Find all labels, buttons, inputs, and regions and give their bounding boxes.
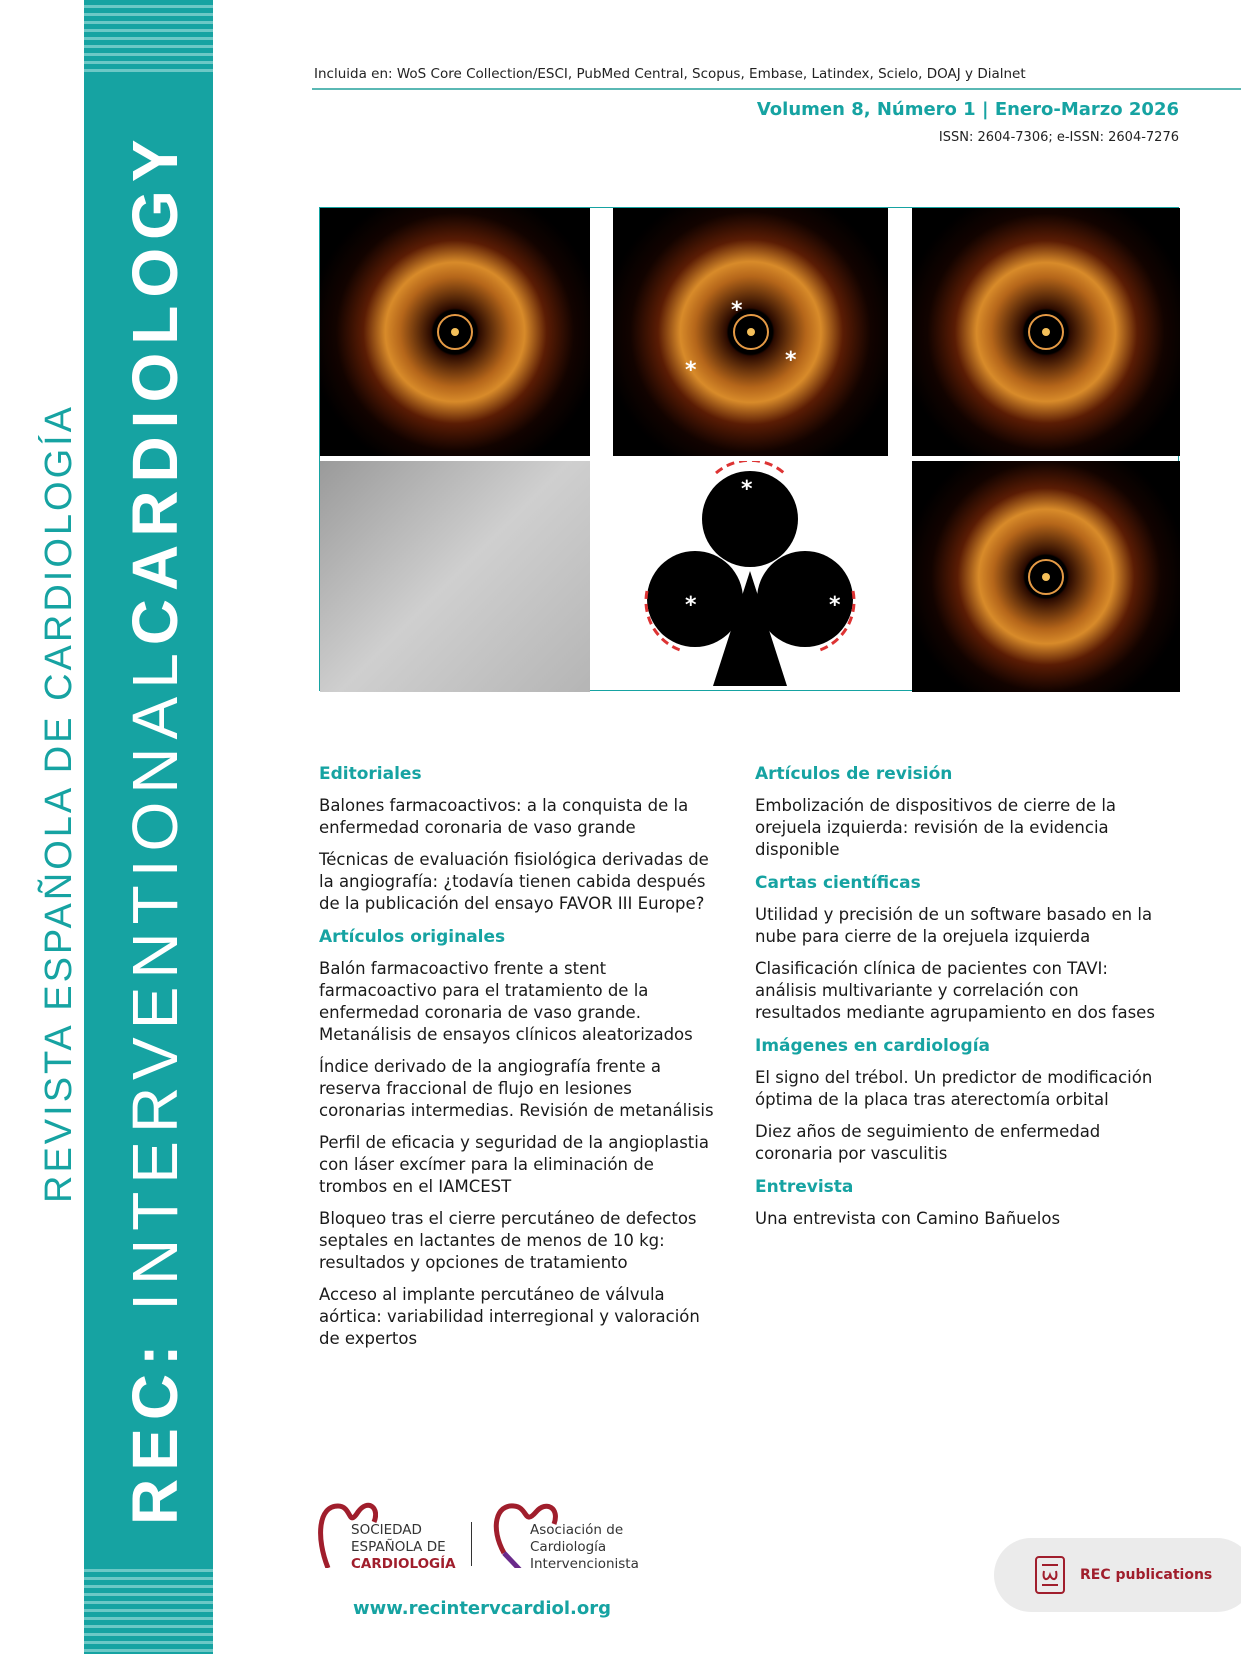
oct-panel-2: * * * <box>613 208 888 456</box>
rec-publications-badge[interactable] <box>994 1538 1241 1612</box>
section-heading: Cartas científicas <box>755 873 921 893</box>
section-heading: Entrevista <box>755 1177 854 1197</box>
indexing-note: Incluida en: WoS Core Collection/ESCI, PubMed Central, Scopus, Embase, Latindex, Scielo, DOAJ y Dialnet <box>314 66 1026 82</box>
journal-title <box>118 131 192 1525</box>
title-bold: CARDIOLOGY <box>119 131 191 646</box>
title-prefix: REC: <box>119 1336 191 1525</box>
publisher-label: REC publications <box>1080 1567 1213 1583</box>
section-heading: Artículos originales <box>319 927 506 947</box>
sec-line-1: SOCIEDAD <box>351 1522 422 1538</box>
issn: ISSN: 2604-7306; e-ISSN: 2604-7276 <box>938 130 1179 145</box>
volume-issue: Volumen 8, Número 1 | Enero-Marzo 2026 <box>756 99 1179 120</box>
oct-panel-4 <box>912 461 1180 692</box>
article-title[interactable]: Bloqueo tras el cierre percutáneo de defectos septales en lactantes de menos de 10 kg: resultados y opciones de tratamiento <box>319 1209 697 1272</box>
article-title[interactable]: Índice derivado de la angiografía frente a reserva fraccional de flujo en lesiones coronarias intermedias. Revisión de metanálisis <box>319 1057 714 1120</box>
acci-line-3: Intervencionista <box>530 1556 639 1572</box>
angiography-panel <box>320 461 590 692</box>
article-title[interactable]: Perfil de eficacia y seguridad de la angioplastia con láser excímer para la eliminación de trombos en el IAMCEST <box>319 1133 709 1196</box>
stripe-bottom <box>84 1564 213 1654</box>
sec-line-2: ESPAÑOLA DE <box>351 1539 446 1555</box>
sec-line-3: CARDIOLOGÍA <box>351 1556 456 1572</box>
article-title[interactable]: Balones farmacoactivos: a la conquista de la enfermedad coronaria de vaso grande <box>319 796 689 837</box>
article-title[interactable]: Embolización de dispositivos de cierre de la orejuela izquierda: revisión de la evidencia disponible <box>755 796 1117 859</box>
section-heading: Imágenes en cardiología <box>755 1036 991 1056</box>
title-main: INTERVENTIONAL <box>119 645 191 1311</box>
oct-panel-3 <box>912 208 1180 456</box>
article-title[interactable]: Clasificación clínica de pacientes con TAVI: análisis multivariante y correlación con resultados mediante agrupamiento en dos fases <box>755 959 1155 1022</box>
spanish-journal-title: REVISTA ESPAÑOLA DE CARDIOLOGÍA <box>38 403 80 1203</box>
logo-divider <box>471 1522 472 1566</box>
heart-logo-icon <box>492 1498 562 1568</box>
section-heading: Artículos de revisión <box>755 764 953 784</box>
acci-line-1: Asociación de <box>530 1522 624 1538</box>
article-title[interactable]: Balón farmacoactivo frente a stent farmacoactivo para el tratamiento de la enfermedad coronaria de vaso grande. Metanálisis de ensayos clínicos aleatorizados <box>319 959 693 1044</box>
cover-image <box>319 207 1179 691</box>
article-title[interactable]: Técnicas de evaluación fisiológica derivadas de la angiografía: ¿todavía tienen cabida después de la publicación del ensayo FAVOR III Europe? <box>319 850 709 913</box>
stripe-top <box>84 0 213 72</box>
clover-diagram: * * * <box>613 461 888 692</box>
sec-logo <box>318 1498 456 1573</box>
article-title[interactable]: El signo del trébol. Un predictor de modificación óptima de la placa tras aterectomía orbital <box>755 1068 1153 1109</box>
website-link[interactable]: www.recintervcardiol.org <box>353 1598 611 1619</box>
heart-logo-icon <box>318 1498 378 1568</box>
oct-panel-1 <box>320 208 590 456</box>
document-heart-icon <box>1032 1553 1068 1597</box>
header-divider <box>312 88 1241 90</box>
section-heading: Editoriales <box>319 764 422 784</box>
article-title[interactable]: Acceso al implante percutáneo de válvula aórtica: variabilidad interregional y valoración de expertos <box>319 1285 700 1348</box>
article-title[interactable]: Utilidad y precisión de un software basado en la nube para cierre de la orejuela izquierda <box>755 905 1153 946</box>
article-title[interactable]: Diez años de seguimiento de enfermedad coronaria por vasculitis <box>755 1122 1101 1163</box>
article-title[interactable]: Una entrevista con Camino Bañuelos <box>755 1209 1061 1228</box>
acci-line-2: Cardiología <box>530 1539 607 1555</box>
left-contents <box>319 764 719 1360</box>
acci-logo <box>492 1498 639 1573</box>
right-contents <box>755 764 1155 1240</box>
